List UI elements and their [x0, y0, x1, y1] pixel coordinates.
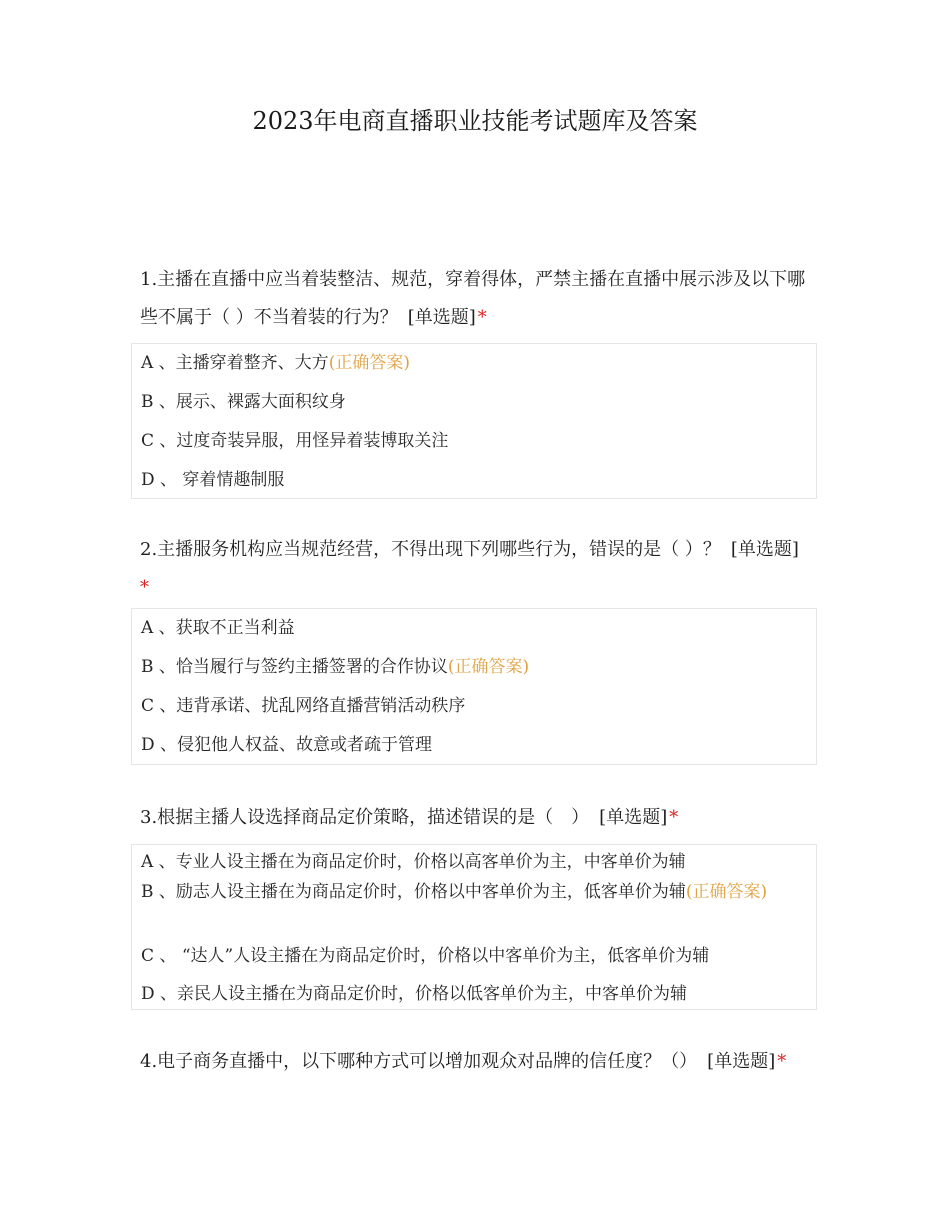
option-d[interactable] [132, 975, 816, 1011]
option-text: D 、侵犯他人权益、故意或者疏于管理 [141, 735, 433, 755]
option-text: B 、恰当履行与签约主播签署的合作协议 [141, 657, 448, 677]
required-star: * [477, 307, 487, 328]
question-type: [单选题] [407, 307, 476, 328]
option-b[interactable] [132, 877, 816, 937]
required-star: * [777, 1051, 787, 1072]
question-text: 2.主播服务机构应当规范经营，不得出现下列哪些行为，错误的是（ ）？ [140, 539, 721, 560]
option-b[interactable] [132, 648, 816, 687]
question-text: 1.主播在直播中应当着装整洁、规范，穿着得体，严禁主播在直播中展示涉及以下哪些不属于（ ）不当着装的行为？ [140, 269, 806, 328]
required-star: * [669, 807, 679, 828]
correct-answer-mark: (正确答案) [685, 882, 768, 902]
option-a[interactable] [132, 845, 816, 877]
option-a[interactable] [132, 609, 816, 648]
question-3-text [140, 799, 820, 837]
option-text: C 、过度奇装异服，用怪异着装博取关注 [141, 431, 449, 451]
option-b[interactable] [132, 383, 816, 422]
option-c[interactable] [132, 937, 816, 975]
question-2 [140, 531, 820, 607]
option-text: D 、 穿着情趣制服 [141, 470, 285, 490]
question-type: [单选题] [707, 1051, 776, 1072]
question-3 [140, 799, 820, 837]
question-2-options [131, 608, 817, 765]
option-d[interactable] [132, 461, 816, 500]
question-1-text [140, 261, 820, 337]
question-type: [单选题] [730, 539, 799, 560]
question-4-text [140, 1043, 820, 1081]
correct-answer-mark: (正确答案) [447, 657, 530, 677]
option-c[interactable] [132, 687, 816, 726]
question-text: 4.电子商务直播中，以下哪种方式可以增加观众对品牌的信任度？（） [140, 1051, 698, 1072]
option-text: A 、专业人设主播在为商品定价时，价格以高客单价为主，中客单价为辅 [141, 852, 686, 872]
question-1-options [131, 343, 817, 499]
question-type: [单选题] [599, 807, 668, 828]
option-c[interactable] [132, 422, 816, 461]
option-text: C 、违背承诺、扰乱网络直播营销活动秩序 [141, 696, 466, 716]
question-2-text [140, 531, 820, 607]
option-text: D 、亲民人设主播在为商品定价时，价格以低客单价为主，中客单价为辅 [141, 984, 688, 1004]
option-text: A 、主播穿着整齐、大方 [141, 353, 329, 373]
required-star: * [140, 577, 149, 598]
correct-answer-mark: (正确答案) [328, 353, 410, 373]
question-3-options [131, 844, 817, 1010]
option-a[interactable] [132, 344, 816, 383]
option-text: B 、展示、裸露大面积纹身 [141, 392, 346, 412]
option-text: B 、励志人设主播在为商品定价时，价格以中客单价为主，低客单价为辅 [141, 882, 686, 902]
option-text: A 、获取不正当利益 [141, 618, 295, 638]
question-1 [140, 261, 820, 337]
document-title: 2023年电商直播职业技能考试题库及答案 [252, 107, 698, 135]
question-text: 3.根据主播人设选择商品定价策略，描述错误的是（ ） [140, 807, 590, 828]
question-4 [140, 1043, 820, 1081]
option-text: C 、 “达人”人设主播在为商品定价时，价格以中客单价为主，低客单价为辅 [141, 946, 710, 966]
option-d[interactable] [132, 726, 816, 765]
